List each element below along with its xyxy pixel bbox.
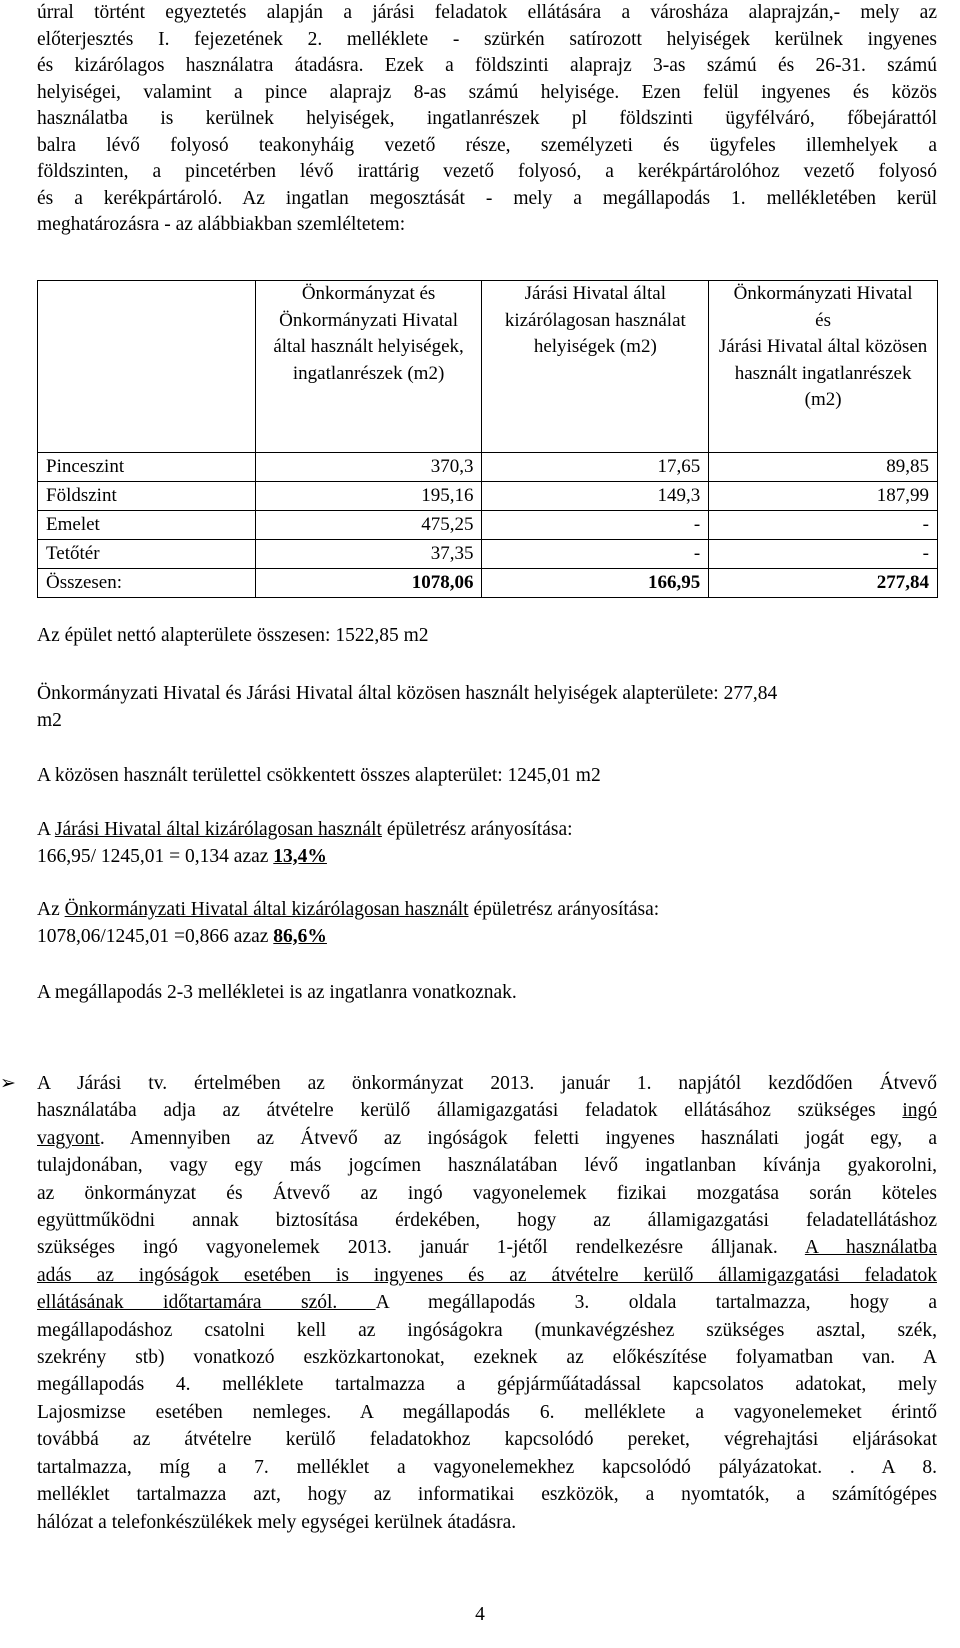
shared-area-paragraph xyxy=(37,681,937,734)
arrow-bullet-icon: ➢ xyxy=(0,1073,16,1094)
bullet-line: megállapodáshoz csatolni kell az ingóságokra (munkavégzéshez szükséges asztal, szék, xyxy=(37,1319,937,1341)
bullet-line: tartalmazza, míg a 7. melléklet a vagyonelemekhez kapcsolódó pályázatokat. . A 8. xyxy=(37,1456,937,1478)
onk-ratio-paragraph xyxy=(37,897,937,950)
onk-ratio-title xyxy=(37,897,937,924)
header-line: és xyxy=(815,309,831,331)
attachments-line: A megállapodás 2-3 mellékletei is az ingatlanra vonatkoznak. xyxy=(37,982,517,1003)
cell-value: - xyxy=(709,540,938,569)
underlined-span: ellátásának időtartamára szól. xyxy=(37,1292,376,1314)
bullet-line: A Járási tv. értelmében az önkormányzat 2013. január 1. napjától kezdődően Átvevő xyxy=(37,1073,937,1094)
cell-value: 187,99 xyxy=(709,482,938,511)
cell-value: - xyxy=(482,511,709,540)
percentage-value: 13,4% xyxy=(273,845,327,867)
intro-paragraph xyxy=(37,0,937,239)
shared-area-line: m2 xyxy=(37,709,62,731)
bullet-line: megállapodás 4. melléklete tartalmazza a gépjárműátadással kapcsolatos adatokat, mely xyxy=(37,1374,937,1396)
reduced-area-line: A közösen használt területtel csökkentett összes alapterület: 1245,01 m2 xyxy=(37,765,601,786)
jarasi-ratio-paragraph xyxy=(37,817,937,870)
intro-line: és a kerékpártároló. Az ingatlan megosztását - mely a megállapodás 1. mellékletében kerül xyxy=(37,187,937,209)
shared-area-line: Önkormányzati Hivatal és Járási Hivatal által közösen használt helyiségek alapterülete: 277,84 xyxy=(37,683,778,704)
text-span: Az xyxy=(37,899,65,920)
text-span: A xyxy=(37,819,55,840)
bullet-line: szekrény stb) vonatkozó eszközkartonokat, ezeknek az előkészítése folyamatban van. A xyxy=(37,1347,937,1369)
bullet-line: az önkormányzat és Átvevő az ingó vagyonelemek fizikai mozgatása során köteles xyxy=(37,1182,937,1204)
table-total-row xyxy=(38,569,938,598)
table-header-empty xyxy=(38,281,256,453)
onk-ratio-calc xyxy=(37,924,937,951)
jarasi-ratio-calc xyxy=(37,844,937,871)
intro-line: úrral történt egyeztetés alapján a járási feladatok ellátására a városháza alaprajzán,- mely az xyxy=(37,2,937,23)
bullet-line xyxy=(37,1125,937,1152)
intro-line: balra lévő folyosó teakonyháig vezető része, személyzeti és ügyfeles illemhelyek a xyxy=(37,134,937,156)
intro-line: földszinten, a pincetérben lévő irattárig vezető folyosó, a kerékpártárolóhoz vezető folyosó xyxy=(37,161,937,182)
table-header-jarasi: Járási Hivatal által kizárólagosan használat helyiségek (m2) xyxy=(482,281,709,453)
bullet-line: továbbá az átvételre kerülő feladatokhoz kapcsolódó pereket, végrehajtási eljárásokat xyxy=(37,1429,937,1451)
cell-total: 166,95 xyxy=(482,569,709,598)
intro-line: meghatározásra - az alábbiakban szemléltetem: xyxy=(37,214,406,235)
text-span: épületrész arányosítása: xyxy=(468,899,660,920)
text-span: szükséges ingó vagyonelemek 2013. január 1-jétől rendelkezésre álljanak. xyxy=(37,1237,805,1259)
table-row xyxy=(38,453,938,482)
cell-value: 89,85 xyxy=(709,453,938,482)
header-line: Járási Hivatal által közösen használt ingatlanrészek (m2) xyxy=(718,336,928,410)
cell-value: 370,3 xyxy=(255,453,482,482)
row-label: Tetőtér xyxy=(38,540,256,569)
netto-area-line: Az épület nettó alapterülete összesen: 1522,85 m2 xyxy=(37,625,429,646)
text-span: . Amennyiben az Átvevő az ingóságok feletti ingyenes használati jogát egy, a xyxy=(99,1127,937,1149)
underlined-span: Önkormányzati Hivatal által kizárólagosan használt xyxy=(64,899,469,920)
page-number: 4 xyxy=(475,1604,485,1625)
underlined-span: adás az ingóságok esetében is ingyenes és az átvételre kerülő államigazgatási feladatok xyxy=(37,1264,937,1286)
row-label: Emelet xyxy=(38,511,256,540)
cell-total: 1078,06 xyxy=(255,569,482,598)
text-span: használatába adja az átvételre kerülő államigazgatási feladatok ellátásához szükséges xyxy=(37,1100,903,1122)
bullet-line xyxy=(37,1262,937,1289)
bullet-line: melléklet tartalmazza azt, hogy az informatikai eszközök, a nyomtatók, a számítógépes xyxy=(37,1484,937,1506)
bullet-line: Lajosmizse esetében nemleges. A megállapodás 6. melléklete a vagyonelemeket érintő xyxy=(37,1401,937,1423)
cell-total: 277,84 xyxy=(709,569,938,598)
cell-value: 195,16 xyxy=(255,482,482,511)
cell-value: 475,25 xyxy=(255,511,482,540)
text-span: 166,95/ 1245,01 = 0,134 azaz xyxy=(37,845,274,867)
percentage-value: 86,6% xyxy=(273,925,327,947)
table-header-kozos xyxy=(709,281,938,453)
intro-line: és kizárólagos használatra átadásra. Ezek a földszinti alaprajz 3-as számú és 26-31. számú xyxy=(37,55,937,76)
bullet-line xyxy=(37,1097,937,1124)
cell-value: 149,3 xyxy=(482,482,709,511)
table-header-onkormanyzat: Önkormányzat és Önkormányzati Hivatal által használt helyiségek, ingatlanrészek (m2) xyxy=(255,281,482,453)
intro-line: helyiségei, valamint a pince alaprajz 8-as számú helyisége. Ezen felül ingyenes és közös xyxy=(37,81,937,103)
intro-line: előterjesztés I. fejezetének 2. melléklete - szürkén satírozott helyiségek kerülnek ingyenes xyxy=(37,28,937,50)
cell-value: 17,65 xyxy=(482,453,709,482)
table-row xyxy=(38,540,938,569)
cell-value: - xyxy=(482,540,709,569)
intro-line: használatba is kerülnek helyiségek, ingatlanrészek pl földszinti ügyfélváró, főbejárattól xyxy=(37,108,937,129)
cell-value: - xyxy=(709,511,938,540)
text-span: 1078,06/1245,01 =0,866 azaz xyxy=(37,925,274,947)
underlined-span: vagyont xyxy=(37,1127,100,1149)
row-label: Pinceszint xyxy=(38,453,256,482)
row-label: Földszint xyxy=(38,482,256,511)
table-header-row xyxy=(38,281,938,453)
underlined-span: ingó xyxy=(902,1100,937,1122)
text-span: épületrész arányosítása: xyxy=(381,819,573,840)
text-span: A megállapodás 3. oldala tartalmazza, hogy a xyxy=(375,1292,937,1314)
underlined-span: Járási Hivatal által kizárólagosan használt xyxy=(54,819,382,840)
bullet-line: hálózat a telefonkészülékek mely egységei kerülnek átadásra. xyxy=(37,1511,517,1533)
row-label: Összesen: xyxy=(38,569,256,598)
cell-value: 37,35 xyxy=(255,540,482,569)
table-row xyxy=(38,511,938,540)
header-line: Önkormányzati Hivatal xyxy=(733,283,913,304)
bullet-line xyxy=(37,1234,937,1261)
bullet-line: tulajdonában, vagy egy más jogcímen használatában lévő ingatlanban kívánja gyakorolni, xyxy=(37,1155,937,1177)
underlined-span: A használatba xyxy=(804,1237,937,1259)
area-table xyxy=(37,280,938,598)
bullet-paragraph xyxy=(37,1070,937,1536)
bullet-line xyxy=(37,1289,937,1316)
bullet-line: együttműködni annak biztosítása érdekében, hogy az államigazgatási feladatellátáshoz xyxy=(37,1210,937,1232)
table-row xyxy=(38,482,938,511)
jarasi-ratio-title xyxy=(37,817,937,844)
